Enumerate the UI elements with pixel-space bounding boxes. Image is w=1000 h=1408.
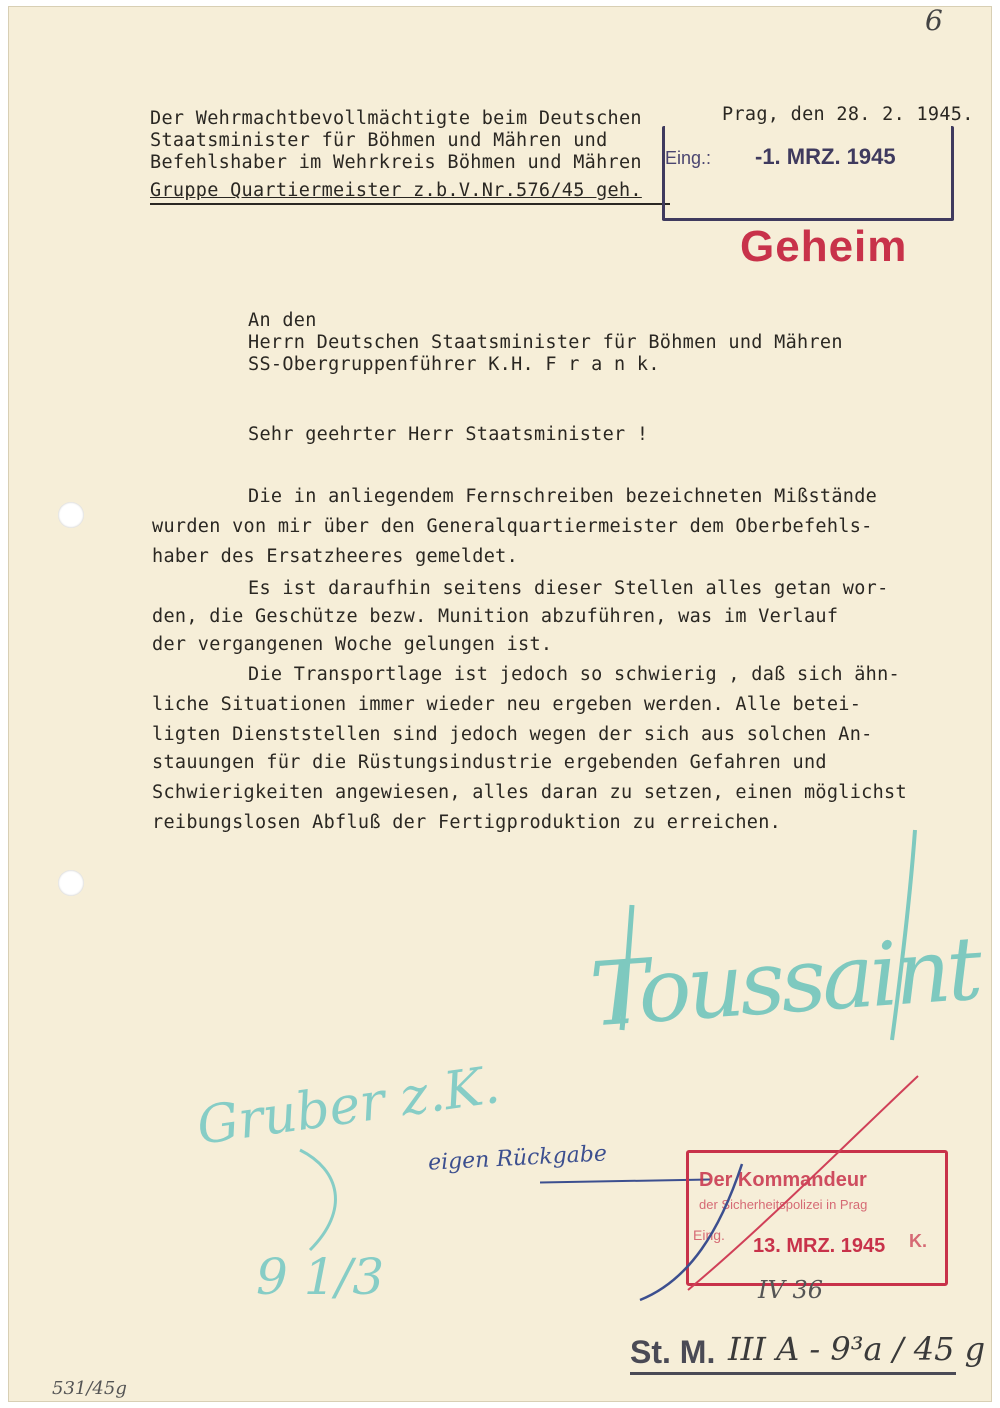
commander-prefix: Eing. <box>693 1227 725 1243</box>
body-line: Es ist daraufhin seitens dieser Stellen alles getan wor- <box>248 578 889 599</box>
handwritten-note-routing: Gruber z.K. <box>193 1055 504 1157</box>
commander-suffix: K. <box>909 1231 927 1251</box>
recipient-line-1: An den <box>248 310 317 331</box>
commander-subtitle: der Sicherheitspolizei in Prag <box>699 1197 868 1212</box>
sender-line-1: Der Wehrmachtbevollmächtigte beim Deutschen <box>150 108 642 129</box>
received-stamp <box>662 126 954 221</box>
body-line: wurden von mir über den Generalquartiermeister dem Oberbefehls- <box>152 516 873 537</box>
commander-stamp <box>686 1150 948 1286</box>
place-date: Prag, den 28. 2. 1945. <box>722 104 974 125</box>
handwritten-note-return: eigen Rückgabe <box>427 1141 608 1176</box>
body-line: der vergangenen Woche gelungen ist. <box>152 634 553 655</box>
file-reference: Gruppe Quartiermeister z.b.V.Nr.576/45 geh. <box>150 180 642 201</box>
handwritten-note-number: 9 1/3 <box>256 1248 385 1306</box>
punch-hole-top <box>58 502 84 528</box>
page-number: 6 <box>925 4 943 37</box>
body-line: ligten Dienststellen sind jedoch wegen der sich aus solchen An- <box>152 724 873 745</box>
file-reference-underline <box>150 203 670 205</box>
body-line: reibungslosen Abfluß der Fertigproduktion zu erreichen. <box>152 812 782 833</box>
received-label: Eing.: <box>665 148 712 168</box>
registry-number: III A - 9³a / 45 g <box>728 1330 986 1368</box>
recipient-line-2: Herrn Deutschen Staatsminister für Böhmen und Mähren <box>248 332 843 353</box>
registry-underline <box>630 1372 956 1375</box>
sender-line-2: Staatsminister für Böhmen und Mähren und <box>150 130 608 151</box>
classification-stamp: Geheim <box>740 222 908 271</box>
body-line: Die in anliegendem Fernschreiben bezeichneten Mißstände <box>248 486 878 507</box>
commander-date: 13. MRZ. 1945 <box>753 1235 886 1257</box>
recipient-line-3: SS-Obergruppenführer K.H. F r a n k. <box>248 354 660 375</box>
corner-file-note: 531/45g <box>52 1378 127 1399</box>
registry-prefix: St. M. <box>630 1334 716 1370</box>
signature: Toussaint <box>586 916 982 1047</box>
received-date: -1. MRZ. 1945 <box>755 144 896 169</box>
handwritten-note-register: IV 36 <box>758 1276 823 1304</box>
commander-title: Der Kommandeur <box>699 1169 867 1191</box>
body-line: liche Situationen immer wieder neu ergeben werden. Alle betei- <box>152 694 862 715</box>
body-line: den, die Geschütze bezw. Munition abzuführen, was im Verlauf <box>152 606 839 627</box>
sender-line-3: Befehlshaber im Wehrkreis Böhmen und Mähren <box>150 152 642 173</box>
salutation: Sehr geehrter Herr Staatsminister ! <box>248 424 649 445</box>
body-line: haber des Ersatzheeres gemeldet. <box>152 546 519 567</box>
body-line: Schwierigkeiten angewiesen, alles daran zu setzen, einen möglichst <box>152 782 907 803</box>
body-line: stauungen für die Rüstungsindustrie ergebenden Gefahren und <box>152 752 827 773</box>
punch-hole-bottom <box>58 870 84 896</box>
body-line: Die Transportlage ist jedoch so schwierig , daß sich ähn- <box>248 664 900 685</box>
